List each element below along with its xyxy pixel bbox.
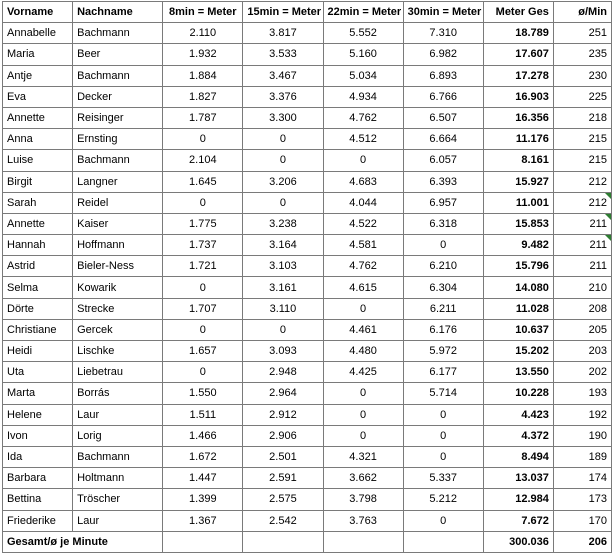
cell-meter-ges[interactable]: 10.228 (483, 383, 553, 404)
table-row (3, 129, 612, 150)
cell-nachname[interactable]: Ernsting (73, 129, 163, 150)
cell-nachname[interactable]: Reisinger (73, 107, 163, 128)
table-row (3, 489, 612, 510)
cell-30min[interactable]: 0 (403, 425, 483, 446)
cell-nachname[interactable]: Laur (73, 510, 163, 531)
cell-8min[interactable]: 1.775 (163, 213, 243, 234)
cell-15min[interactable]: 2.964 (243, 383, 323, 404)
table-row (3, 277, 612, 298)
total-empty-8min[interactable] (163, 531, 243, 552)
cell-15min[interactable]: 0 (243, 129, 323, 150)
cell-15min[interactable]: 3.110 (243, 298, 323, 319)
cell-30min[interactable]: 6.177 (403, 362, 483, 383)
cell-meter-ges[interactable]: 17.278 (483, 65, 553, 86)
cell-30min[interactable]: 6.304 (403, 277, 483, 298)
table-row (3, 425, 612, 446)
cell-nachname[interactable]: Borrás (73, 383, 163, 404)
results-table (2, 1, 612, 553)
table-row (3, 107, 612, 128)
header-8min[interactable]: 8min = Meter (163, 2, 243, 23)
cell-30min[interactable]: 5.972 (403, 341, 483, 362)
cell-avg-per-min[interactable]: 212 (553, 192, 611, 213)
cell-nachname[interactable]: Hoffmann (73, 235, 163, 256)
header-vorname[interactable]: Vorname (3, 2, 73, 23)
cell-22min[interactable]: 3.763 (323, 510, 403, 531)
cell-22min[interactable]: 0 (323, 404, 403, 425)
total-empty-15min[interactable] (243, 531, 323, 552)
cell-8min[interactable]: 1.787 (163, 107, 243, 128)
table-row (3, 213, 612, 234)
cell-avg-per-min[interactable]: 192 (553, 404, 611, 425)
cell-vorname[interactable]: Friederike (3, 510, 73, 531)
total-meter-ges[interactable]: 300.036 (483, 531, 553, 552)
cell-15min[interactable]: 3.093 (243, 341, 323, 362)
cell-15min[interactable]: 2.501 (243, 446, 323, 467)
cell-8min[interactable]: 1.399 (163, 489, 243, 510)
cell-22min[interactable]: 5.160 (323, 44, 403, 65)
cell-vorname[interactable]: Annabelle (3, 23, 73, 44)
cell-8min[interactable]: 1.466 (163, 425, 243, 446)
cell-22min[interactable]: 4.762 (323, 107, 403, 128)
cell-30min[interactable]: 6.393 (403, 171, 483, 192)
cell-8min[interactable]: 1.737 (163, 235, 243, 256)
cell-nachname[interactable]: Bachmann (73, 150, 163, 171)
cell-meter-ges[interactable]: 7.672 (483, 510, 553, 531)
cell-30min[interactable]: 0 (403, 404, 483, 425)
cell-30min[interactable]: 6.176 (403, 319, 483, 340)
cell-avg-per-min[interactable]: 215 (553, 150, 611, 171)
cell-15min[interactable]: 3.533 (243, 44, 323, 65)
table-row (3, 44, 612, 65)
cell-avg-per-min[interactable]: 251 (553, 23, 611, 44)
cell-15min[interactable]: 2.575 (243, 489, 323, 510)
cell-22min[interactable]: 5.034 (323, 65, 403, 86)
cell-8min[interactable]: 1.367 (163, 510, 243, 531)
cell-30min[interactable]: 6.664 (403, 129, 483, 150)
cell-nachname[interactable]: Bachmann (73, 446, 163, 467)
cell-15min[interactable]: 2.542 (243, 510, 323, 531)
table-row (3, 192, 612, 213)
cell-avg-per-min[interactable]: 174 (553, 468, 611, 489)
cell-15min[interactable]: 2.591 (243, 468, 323, 489)
cell-8min[interactable]: 0 (163, 192, 243, 213)
cell-15min[interactable]: 3.161 (243, 277, 323, 298)
cell-nachname[interactable]: Lorig (73, 425, 163, 446)
cell-15min[interactable]: 3.300 (243, 107, 323, 128)
cell-nachname[interactable]: Strecke (73, 298, 163, 319)
cell-15min[interactable]: 0 (243, 319, 323, 340)
cell-nachname[interactable]: Beer (73, 44, 163, 65)
cell-avg-per-min[interactable]: 230 (553, 65, 611, 86)
cell-vorname[interactable]: Barbara (3, 468, 73, 489)
cell-meter-ges[interactable]: 12.984 (483, 489, 553, 510)
table-row (3, 319, 612, 340)
cell-30min[interactable]: 6.893 (403, 65, 483, 86)
cell-8min[interactable]: 0 (163, 129, 243, 150)
cell-avg-per-min[interactable]: 211 (553, 235, 611, 256)
cell-22min[interactable]: 4.480 (323, 341, 403, 362)
cell-30min[interactable]: 6.318 (403, 213, 483, 234)
cell-8min[interactable]: 1.657 (163, 341, 243, 362)
header-30min[interactable]: 30min = Meter (403, 2, 483, 23)
cell-avg-per-min[interactable]: 215 (553, 129, 611, 150)
cell-nachname[interactable]: Kaiser (73, 213, 163, 234)
cell-vorname[interactable]: Ivon (3, 425, 73, 446)
cell-22min[interactable]: 4.425 (323, 362, 403, 383)
cell-meter-ges[interactable]: 10.637 (483, 319, 553, 340)
table-row (3, 235, 612, 256)
cell-30min[interactable]: 6.211 (403, 298, 483, 319)
cell-avg-per-min[interactable]: 189 (553, 446, 611, 467)
cell-22min[interactable]: 3.662 (323, 468, 403, 489)
cell-30min[interactable]: 0 (403, 446, 483, 467)
cell-8min[interactable]: 1.932 (163, 44, 243, 65)
table-row (3, 65, 612, 86)
cell-avg-per-min[interactable]: 170 (553, 510, 611, 531)
cell-22min[interactable]: 0 (323, 425, 403, 446)
cell-meter-ges[interactable]: 15.853 (483, 213, 553, 234)
cell-30min[interactable]: 7.310 (403, 23, 483, 44)
cell-8min[interactable]: 1.707 (163, 298, 243, 319)
cell-8min[interactable]: 1.672 (163, 446, 243, 467)
cell-avg-per-min[interactable]: 173 (553, 489, 611, 510)
cell-8min[interactable]: 1.550 (163, 383, 243, 404)
cell-8min[interactable]: 0 (163, 277, 243, 298)
cell-8min[interactable]: 1.721 (163, 256, 243, 277)
cell-30min[interactable]: 5.212 (403, 489, 483, 510)
total-avg-per-min[interactable]: 206 (553, 531, 611, 552)
cell-nachname[interactable]: Tröscher (73, 489, 163, 510)
cell-vorname[interactable]: Luise (3, 150, 73, 171)
cell-15min[interactable]: 2.948 (243, 362, 323, 383)
cell-30min[interactable]: 0 (403, 510, 483, 531)
cell-vorname[interactable]: Annette (3, 107, 73, 128)
cell-meter-ges[interactable]: 4.423 (483, 404, 553, 425)
cell-avg-per-min[interactable]: 212 (553, 171, 611, 192)
table-row (3, 510, 612, 531)
cell-vorname[interactable]: Marta (3, 383, 73, 404)
cell-nachname[interactable]: Gercek (73, 319, 163, 340)
cell-22min[interactable]: 4.934 (323, 86, 403, 107)
cell-15min[interactable]: 0 (243, 150, 323, 171)
cell-meter-ges[interactable]: 11.001 (483, 192, 553, 213)
cell-22min[interactable]: 4.512 (323, 129, 403, 150)
cell-22min[interactable]: 0 (323, 150, 403, 171)
cell-8min[interactable]: 1.447 (163, 468, 243, 489)
cell-meter-ges[interactable]: 13.550 (483, 362, 553, 383)
cell-nachname[interactable]: Langner (73, 171, 163, 192)
total-row (3, 531, 612, 552)
cell-avg-per-min[interactable]: 218 (553, 107, 611, 128)
total-empty-30min[interactable] (403, 531, 483, 552)
cell-15min[interactable]: 3.467 (243, 65, 323, 86)
cell-avg-per-min[interactable]: 208 (553, 298, 611, 319)
cell-nachname[interactable]: Liebetrau (73, 362, 163, 383)
cell-15min[interactable]: 2.912 (243, 404, 323, 425)
cell-8min[interactable]: 2.104 (163, 150, 243, 171)
cell-8min[interactable]: 1.827 (163, 86, 243, 107)
cell-22min[interactable]: 0 (323, 298, 403, 319)
table-row (3, 298, 612, 319)
cell-30min[interactable]: 5.337 (403, 468, 483, 489)
cell-meter-ges[interactable]: 15.796 (483, 256, 553, 277)
cell-8min[interactable]: 0 (163, 362, 243, 383)
cell-30min[interactable]: 6.766 (403, 86, 483, 107)
header-meter-ges[interactable]: Meter Ges (483, 2, 553, 23)
cell-30min[interactable]: 6.957 (403, 192, 483, 213)
cell-30min[interactable]: 6.057 (403, 150, 483, 171)
header-row (3, 2, 612, 23)
cell-30min[interactable]: 6.507 (403, 107, 483, 128)
header-nachname[interactable]: Nachname (73, 2, 163, 23)
cell-meter-ges[interactable]: 11.176 (483, 129, 553, 150)
cell-vorname[interactable]: Ida (3, 446, 73, 467)
cell-vorname[interactable]: Uta (3, 362, 73, 383)
cell-22min[interactable]: 3.798 (323, 489, 403, 510)
header-22min[interactable]: 22min = Meter (323, 2, 403, 23)
cell-22min[interactable]: 5.552 (323, 23, 403, 44)
header-15min[interactable]: 15min = Meter (243, 2, 323, 23)
cell-22min[interactable]: 4.762 (323, 256, 403, 277)
table-row (3, 468, 612, 489)
cell-vorname[interactable]: Annette (3, 213, 73, 234)
cell-vorname[interactable]: Dörte (3, 298, 73, 319)
cell-vorname[interactable]: Maria (3, 44, 73, 65)
cell-nachname[interactable]: Bieler-Ness (73, 256, 163, 277)
cell-meter-ges[interactable]: 18.789 (483, 23, 553, 44)
cell-vorname[interactable]: Hannah (3, 235, 73, 256)
cell-meter-ges[interactable]: 14.080 (483, 277, 553, 298)
cell-8min[interactable]: 2.110 (163, 23, 243, 44)
cell-22min[interactable]: 0 (323, 383, 403, 404)
cell-nachname[interactable]: Laur (73, 404, 163, 425)
cell-vorname[interactable]: Eva (3, 86, 73, 107)
table-row (3, 446, 612, 467)
cell-meter-ges[interactable]: 11.028 (483, 298, 553, 319)
cell-vorname[interactable]: Birgit (3, 171, 73, 192)
table-row (3, 86, 612, 107)
cell-nachname[interactable]: Decker (73, 86, 163, 107)
table-row (3, 341, 612, 362)
cell-30min[interactable]: 6.210 (403, 256, 483, 277)
cell-15min[interactable]: 3.206 (243, 171, 323, 192)
cell-vorname[interactable]: Anna (3, 129, 73, 150)
cell-15min[interactable]: 3.164 (243, 235, 323, 256)
cell-avg-per-min[interactable]: 203 (553, 341, 611, 362)
cell-meter-ges[interactable]: 8.161 (483, 150, 553, 171)
cell-15min[interactable]: 3.103 (243, 256, 323, 277)
cell-22min[interactable]: 4.461 (323, 319, 403, 340)
header-avg-per-min[interactable]: ø/Min (553, 2, 611, 23)
cell-meter-ges[interactable]: 16.356 (483, 107, 553, 128)
cell-15min[interactable]: 0 (243, 192, 323, 213)
cell-30min[interactable]: 0 (403, 235, 483, 256)
table-row (3, 150, 612, 171)
cell-meter-ges[interactable]: 15.202 (483, 341, 553, 362)
cell-8min[interactable]: 1.884 (163, 65, 243, 86)
cell-22min[interactable]: 4.581 (323, 235, 403, 256)
cell-30min[interactable]: 6.982 (403, 44, 483, 65)
total-label[interactable]: Gesamt/ø je Minute (3, 531, 163, 552)
cell-vorname[interactable]: Helene (3, 404, 73, 425)
cell-meter-ges[interactable]: 15.927 (483, 171, 553, 192)
cell-30min[interactable]: 5.714 (403, 383, 483, 404)
cell-vorname[interactable]: Sarah (3, 192, 73, 213)
cell-nachname[interactable]: Kowarik (73, 277, 163, 298)
cell-meter-ges[interactable]: 8.494 (483, 446, 553, 467)
cell-nachname[interactable]: Holtmann (73, 468, 163, 489)
cell-nachname[interactable]: Bachmann (73, 23, 163, 44)
cell-meter-ges[interactable]: 16.903 (483, 86, 553, 107)
cell-avg-per-min[interactable]: 211 (553, 213, 611, 234)
cell-15min[interactable]: 3.238 (243, 213, 323, 234)
cell-8min[interactable]: 0 (163, 319, 243, 340)
table-row (3, 256, 612, 277)
cell-22min[interactable]: 4.321 (323, 446, 403, 467)
cell-avg-per-min[interactable]: 205 (553, 319, 611, 340)
cell-avg-per-min[interactable]: 193 (553, 383, 611, 404)
cell-22min[interactable]: 4.683 (323, 171, 403, 192)
cell-nachname[interactable]: Bachmann (73, 65, 163, 86)
cell-avg-per-min[interactable]: 202 (553, 362, 611, 383)
cell-meter-ges[interactable]: 4.372 (483, 425, 553, 446)
cell-nachname[interactable]: Reidel (73, 192, 163, 213)
cell-meter-ges[interactable]: 17.607 (483, 44, 553, 65)
cell-meter-ges[interactable]: 13.037 (483, 468, 553, 489)
table-row (3, 171, 612, 192)
cell-vorname[interactable]: Bettina (3, 489, 73, 510)
cell-22min[interactable]: 4.522 (323, 213, 403, 234)
cell-22min[interactable]: 4.615 (323, 277, 403, 298)
table-row (3, 404, 612, 425)
table-row (3, 23, 612, 44)
cell-nachname[interactable]: Lischke (73, 341, 163, 362)
total-empty-22min[interactable] (323, 531, 403, 552)
cell-vorname[interactable]: Selma (3, 277, 73, 298)
cell-avg-per-min[interactable]: 190 (553, 425, 611, 446)
cell-vorname[interactable]: Heidi (3, 341, 73, 362)
table-row (3, 383, 612, 404)
cell-15min[interactable]: 3.817 (243, 23, 323, 44)
cell-avg-per-min[interactable]: 211 (553, 256, 611, 277)
cell-meter-ges[interactable]: 9.482 (483, 235, 553, 256)
cell-vorname[interactable]: Antje (3, 65, 73, 86)
cell-15min[interactable]: 2.906 (243, 425, 323, 446)
cell-avg-per-min[interactable]: 225 (553, 86, 611, 107)
cell-8min[interactable]: 1.511 (163, 404, 243, 425)
cell-avg-per-min[interactable]: 210 (553, 277, 611, 298)
cell-vorname[interactable]: Christiane (3, 319, 73, 340)
table-row (3, 362, 612, 383)
cell-15min[interactable]: 3.376 (243, 86, 323, 107)
cell-8min[interactable]: 1.645 (163, 171, 243, 192)
cell-22min[interactable]: 4.044 (323, 192, 403, 213)
cell-vorname[interactable]: Astrid (3, 256, 73, 277)
cell-avg-per-min[interactable]: 235 (553, 44, 611, 65)
